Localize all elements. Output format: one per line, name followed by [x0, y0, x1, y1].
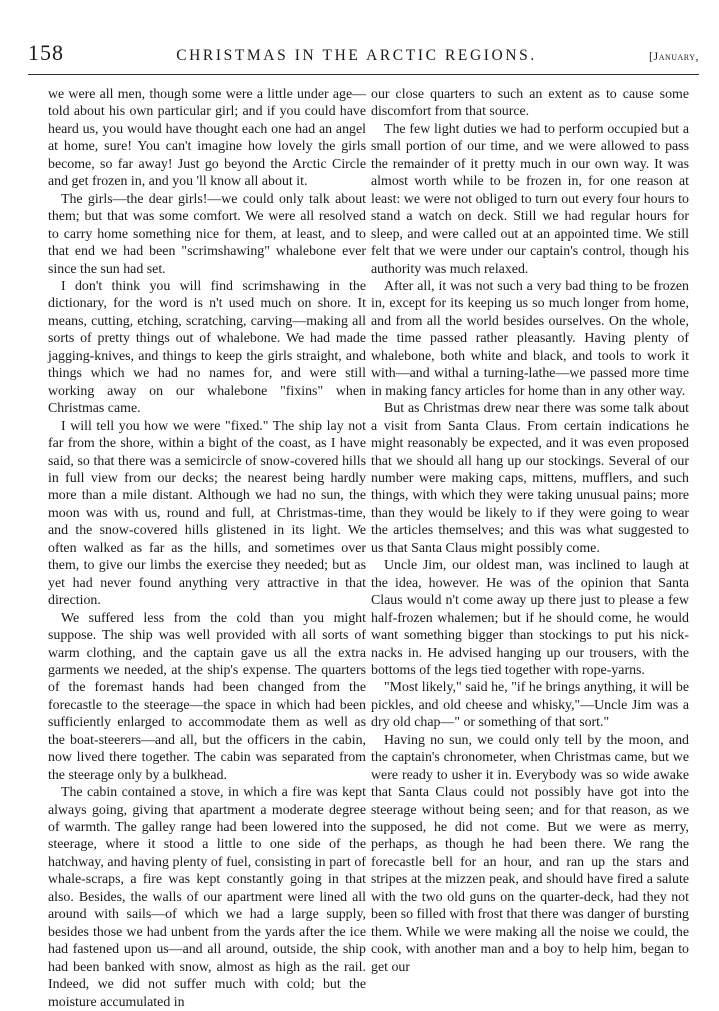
paragraph: I will tell you how we were "fixed." The ship lay not far from the shore, within a bight of the coast, as I have said, so that there was a semicircle of snow-covered hills in full view from our decks; the nearest being hardly more than a mile distant. Although we had no sun, the moon was with us, round and full, at Christmas-time, and the snow-covered hills glistened in its light. We often walked as far as the hills, and sometimes over them, to give our limbs the exercise they needed; but as yet had never found anything very attractive in that direction. [48, 418, 366, 609]
paragraph: "Most likely," said he, "if he brings anything, it will be pickles, and old cheese and whisky,"—Uncle Jim was a dry old chap—" or something of that sort." [371, 680, 689, 731]
right-column [371, 86, 689, 976]
paragraph: Having no sun, we could only tell by the moon, and the captain's chronometer, when Christmas came, but we were ready to usher it in. Everybody was so wide awake that Santa Claus could not possibly have got into the steerage without being seen; and for that reason, as we supposed, he did not come. But we were as merry, perhaps, as though he had been there. We rang the forecastle bell for an hour, and ran up the stars and stripes at the mizzen peak, and should have fired a salute with the two old guns on the quarter-deck, had they not been so filled with frost that there was danger of bursting them. While we were making all the noise we could, the cook, with another man and a boy to help him, began to get our [371, 732, 689, 975]
paragraph: I don't think you will find scrimshawing in the dictionary, for the word is n't used much on shore. It means, cutting, etching, scratching, carving—making all sorts of pretty things out of whalebone. We had made jagging-knives, and things to keep the girls straight, and things which we had no names for, and were still working away on our whalebone "fixins" when Christmas came. [48, 278, 366, 417]
paragraph: our close quarters to such an extent as to cause some discomfort from that source. [371, 87, 689, 120]
paragraph: The cabin contained a stove, in which a fire was kept always going, giving that apartment a moderate degree of warmth. The galley range had been lowered into the steerage, where it stood a little to one side of the hatchway, and having plenty of fuel, consisting in part of whale-scraps, a fire was kept constantly going in that also. Besides, the walls of our apartment were lined all around with sails—of which we had a large supply, besides those we had unbent from the yards after the ice had fastened upon us—and all around, outside, the ship had been banked with snow, almost as high as the rail. Indeed, we did not suffer much with cold; but the moisture accumulated in [48, 785, 366, 1010]
paragraph: The few light duties we had to perform occupied but a small portion of our time, and we were allowed to pass the remainder of it pretty much in our own way. It was almost worth while to be frozen in, for one reason at least: we were not obliged to turn out every four hours to stand a watch on deck. Still we had regular hours for sleep, and were called out at an appointed time. We still felt that we were under our captain's control, though his authority was much relaxed. [371, 121, 689, 277]
paragraph: We suffered less from the cold than you might suppose. The ship was well provided with all sorts of warm clothing, and the captain gave us all the extra garments we needed, at the ship's expense. The quarters of the foremast hands had been changed from the forecastle to the steerage—the space in which had been sufficiently enlarged to accommodate them as well as the boat-steerers—and all, but the officers in the cabin, now lived there together. The cabin was separated from the steerage only by a bulkhead. [48, 610, 366, 783]
running-header [28, 40, 699, 70]
paragraph: After all, it was not such a very bad thing to be frozen in, except for its keeping us so much longer from home, and from all the world besides ourselves. On the whole, the time passed rather pleasantly. Having plenty of whalebone, both white and black, and tools to work it with—and withal a turning-lathe—we passed more time in making fancy articles for home than in any other way. [371, 278, 689, 399]
paragraph: But as Christmas drew near there was some talk about a visit from Santa Claus. From certain indications he might reasonably be expected, and it was even proposed that we should all hang up our stockings. Several of our number were making caps, mittens, mufflers, and such things, with which they were taking unusual pains; more than they would be likely to if they were going to wear the articles themselves; and this was what suggested to us that Santa Claus might possibly come. [371, 401, 689, 556]
issue-month: [January, [649, 49, 699, 63]
left-column [48, 86, 366, 1011]
running-title: CHRISTMAS IN THE ARCTIC REGIONS. [176, 47, 537, 64]
page-number: 158 [28, 40, 64, 65]
paragraph: The girls—the dear girls!—we could only talk about them; but that was some comfort. We were all resolved to carry home something nice for them, at least, and to that end we had been "scrimshawing" whalebone ever since the sun had set. [48, 191, 366, 277]
header-rule [28, 74, 699, 75]
paragraph: we were all men, though some were a little under age—told about his own particular girl; and if you could have heard us, you would have thought each one had an angel at home, sure! You can't imagine how lovely the girls become, so far away! Just go beyond the Arctic Circle and get frozen in, and you 'll know all about it. [48, 87, 366, 190]
paragraph: Uncle Jim, our oldest man, was inclined to laugh at the idea, however. He was of the opinion that Santa Claus would n't come away up there just to please a few half-frozen whalemen; but if he should come, he would want something bigger than stockings to put his nick-nacks in. He advised hanging up our trousers, with the bottoms of the legs tied together with rope-yarns. [371, 558, 689, 678]
